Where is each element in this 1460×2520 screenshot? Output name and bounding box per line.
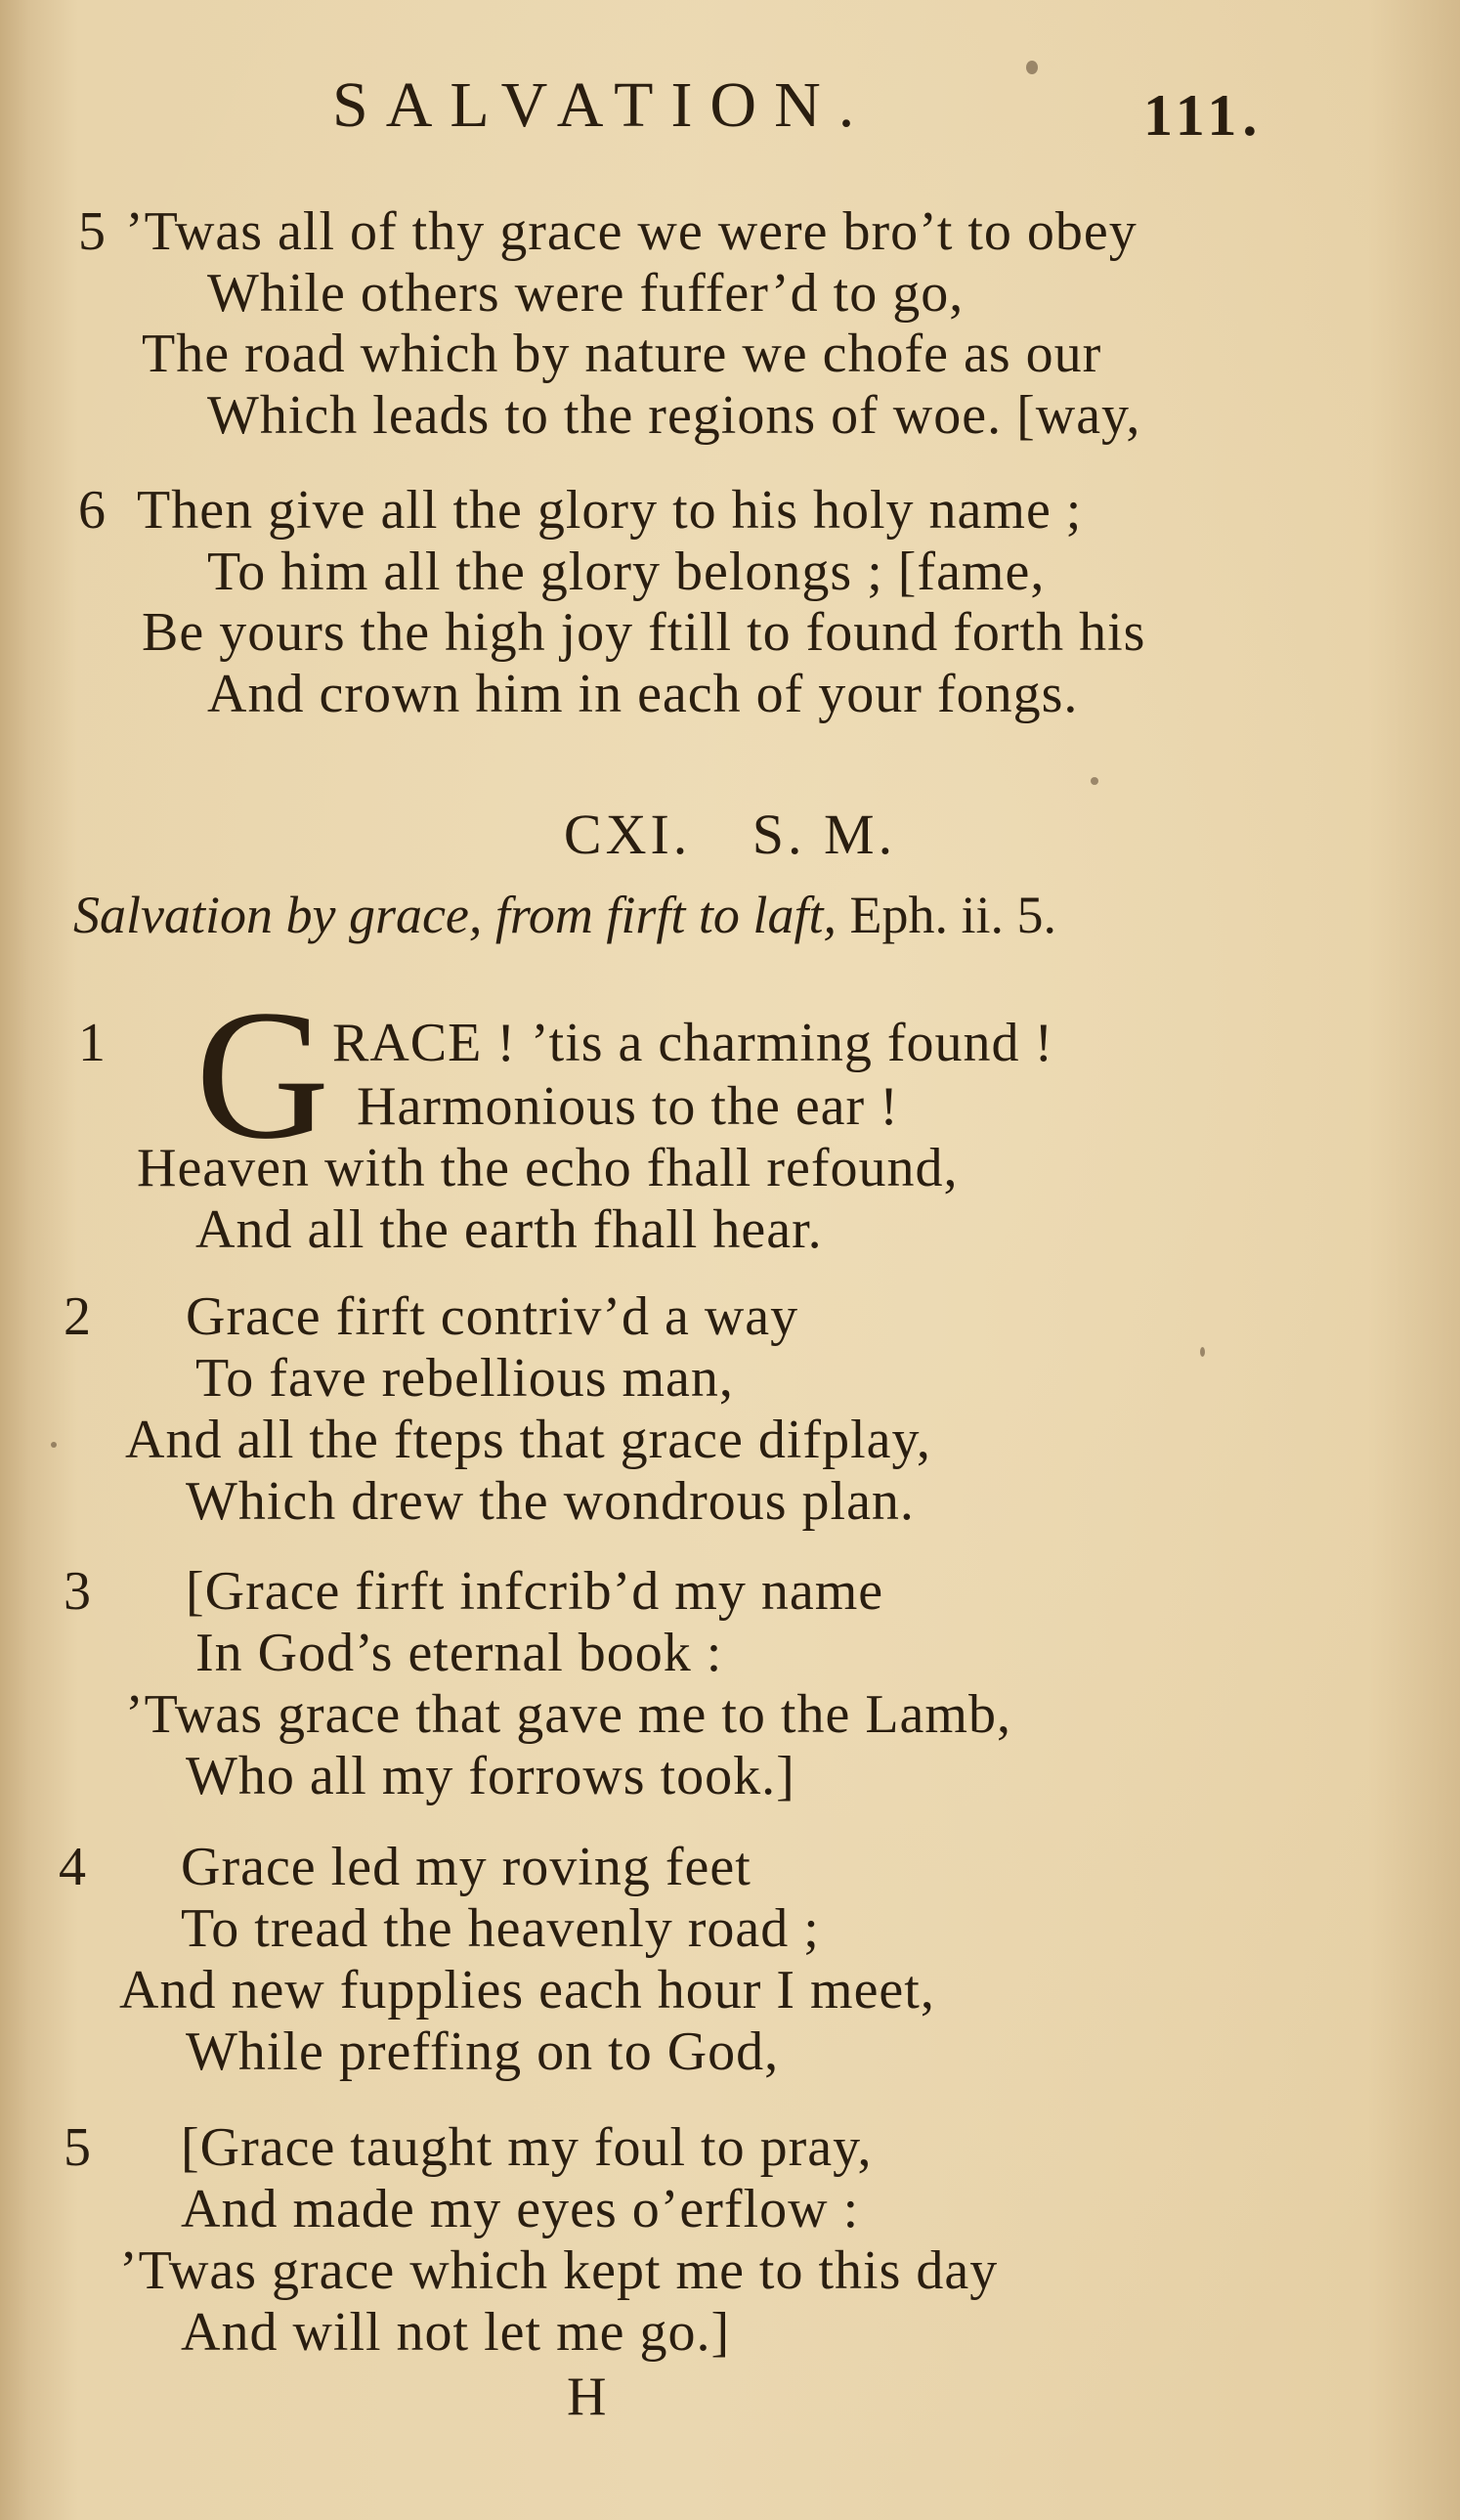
verse-line: Then give all the glory to his holy name ; bbox=[137, 480, 1083, 541]
verse-line: Harmonious to the ear ! bbox=[357, 1076, 899, 1137]
hymn-number: CXI. bbox=[563, 803, 692, 866]
verse-line: To tread the heavenly road ; bbox=[181, 1898, 820, 1959]
verse-line: [Grace firft infcrib’d my name bbox=[186, 1561, 884, 1622]
verse-line: Which leads to the regions of woe. [way, bbox=[207, 385, 1141, 446]
verse-line: To fave rebellious man, bbox=[195, 1348, 734, 1409]
hymn-heading bbox=[0, 802, 1460, 867]
verse-line: Who all my forrows took.] bbox=[186, 1746, 795, 1806]
verse-line: ’Twas grace that gave me to the Lamb, bbox=[125, 1684, 1011, 1745]
verse-line: And new fupplies each hour I meet, bbox=[119, 1960, 935, 2020]
verse-line: Grace led my roving feet bbox=[181, 1837, 751, 1897]
hymn-meter: S. M. bbox=[751, 803, 897, 866]
verse-number: 5 bbox=[78, 201, 106, 262]
verse-line: The road which by nature we chofe as our bbox=[142, 324, 1102, 384]
verse-line: And all the fteps that grace difplay, bbox=[125, 1410, 931, 1470]
paper-speck bbox=[1091, 777, 1098, 785]
subtitle-text: Salvation by grace, from firft to laft, bbox=[73, 886, 837, 944]
verse-number: 4 bbox=[59, 1837, 86, 1897]
verse-line: ’Twas grace which kept me to this day bbox=[119, 2240, 999, 2301]
verse-line: To him all the glory belongs ; [fame, bbox=[207, 542, 1046, 602]
verse-number: 3 bbox=[64, 1561, 91, 1622]
paper-speck bbox=[1200, 1347, 1205, 1357]
verse-line: In God’s eternal book : bbox=[195, 1623, 723, 1683]
verse-number: 6 bbox=[78, 480, 106, 541]
verse-line: [Grace taught my foul to pray, bbox=[181, 2117, 873, 2178]
verse-number: 5 bbox=[64, 2117, 91, 2178]
running-title: SALVATION. bbox=[332, 69, 873, 141]
verse-line: ’Twas all of thy grace we were bro’t to obey bbox=[125, 201, 1138, 262]
drop-cap: G bbox=[195, 973, 330, 1178]
verse-line: And crown him in each of your fongs. bbox=[207, 664, 1079, 724]
page-number: 111. bbox=[1143, 83, 1264, 148]
verse-line: Heaven with the echo fhall refound, bbox=[137, 1138, 959, 1198]
hymn-subtitle bbox=[73, 885, 1056, 945]
verse-number: 2 bbox=[64, 1286, 91, 1347]
verse-line: Which drew the wondrous plan. bbox=[186, 1471, 915, 1532]
verse-line: While others were fuffer’d to go, bbox=[207, 263, 965, 324]
paper-speck bbox=[51, 1442, 57, 1448]
verse-line: And made my eyes o’erflow : bbox=[181, 2179, 860, 2239]
paper-speck bbox=[1026, 61, 1038, 74]
verse-line: And will not let me go.] bbox=[181, 2302, 731, 2363]
signature-mark: H bbox=[567, 2367, 607, 2427]
verse-line: And all the earth fhall hear. bbox=[195, 1199, 823, 1260]
page-header bbox=[0, 68, 1460, 156]
scripture-reference: Eph. ii. 5. bbox=[849, 886, 1056, 944]
verse-line: Be yours the high joy ftill to found forth his bbox=[142, 602, 1146, 663]
verse-line: While preffing on to God, bbox=[186, 2021, 780, 2082]
verse-line: Grace firft contriv’d a way bbox=[186, 1286, 799, 1347]
verse-line: RACE ! ’tis a charming found ! bbox=[332, 1013, 1054, 1073]
verse-number: 1 bbox=[78, 1013, 106, 1073]
